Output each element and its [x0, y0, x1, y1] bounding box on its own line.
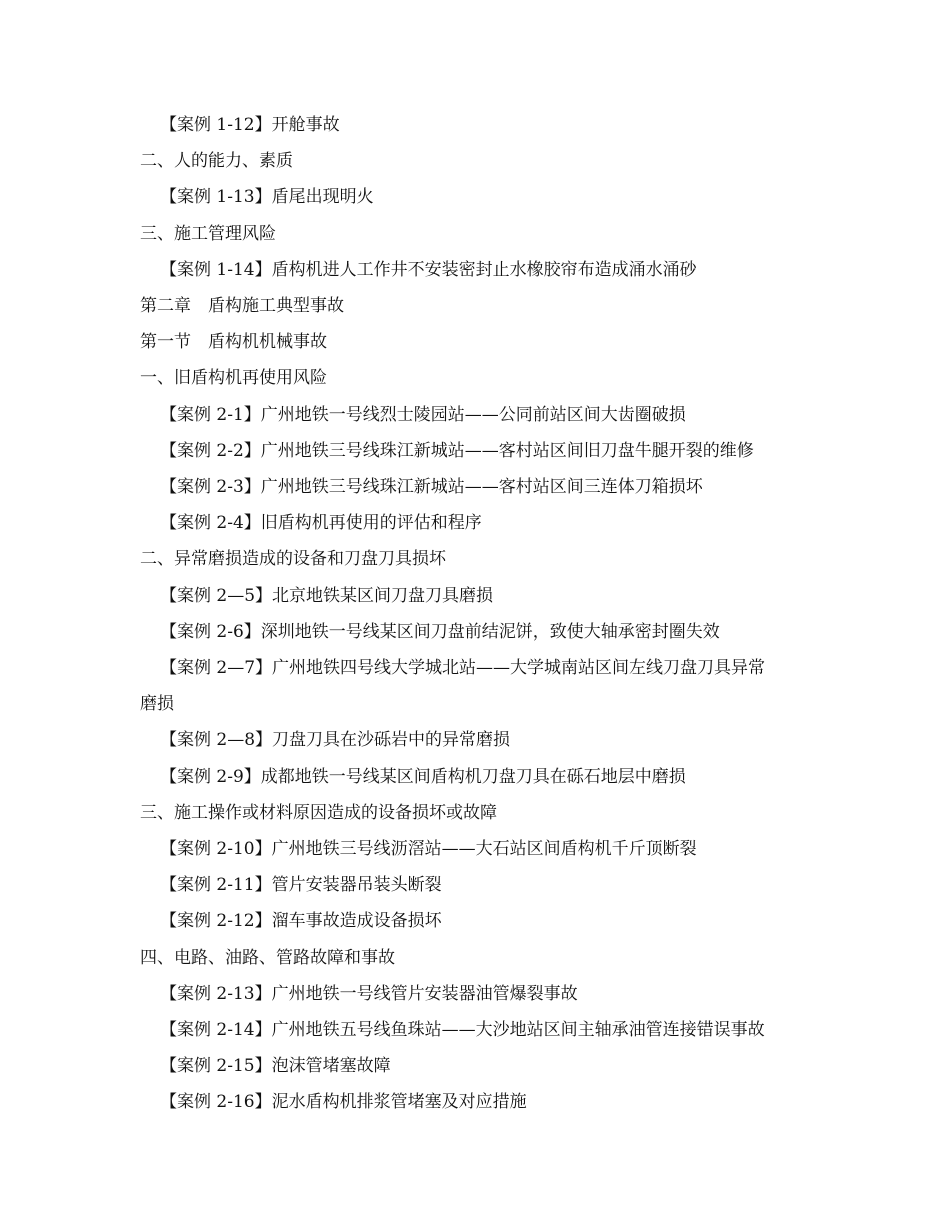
toc-entry-case-2-10: 【案例 2-10】广州地铁三号线沥滘站——大石站区间盾构机千斤顶断裂 — [160, 839, 697, 860]
toc-section-old-shield-reuse-risk: 一、旧盾构机再使用风险 — [140, 368, 327, 389]
toc-entry-case-1-13: 【案例 1-13】盾尾出现明火 — [160, 187, 374, 208]
toc-entry-case-2-8: 【案例 2—8】刀盘刀具在沙砾岩中的异常磨损 — [160, 730, 511, 751]
toc-entry-case-2-14: 【案例 2-14】广州地铁五号线鱼珠站——大沙地站区间主轴承油管连接错误事故 — [160, 1020, 765, 1041]
toc-entry-case-2-6: 【案例 2-6】深圳地铁一号线某区间刀盘前结泥饼，致使大轴承密封圈失效 — [160, 621, 720, 642]
toc-section-circuit-oil-pipe-failure: 四、电路、油路、管路故障和事故 — [140, 947, 395, 968]
toc-entry-case-2-3: 【案例 2-3】广州地铁三号线珠江新城站——客村站区间三连体刀箱损坏 — [160, 477, 703, 498]
toc-section-operation-material-failure: 三、施工操作或材料原因造成的设备损坏或故障 — [140, 802, 497, 823]
toc-document — [140, 107, 830, 1121]
toc-entry-case-2-7: 【案例 2—7】广州地铁四号线大学城北站——大学城南站区间左线刀盘刀具异常 — [160, 658, 766, 679]
toc-entry-case-2-9: 【案例 2-9】成都地铁一号线某区间盾构机刀盘刀具在砾石地层中磨损 — [160, 766, 686, 787]
toc-entry-case-2-1: 【案例 2-1】广州地铁一号线烈士陵园站——公同前站区间大齿圈破损 — [160, 404, 686, 425]
toc-section-human-ability: 二、人的能力、素质 — [140, 151, 293, 172]
toc-section-construction-management-risk: 三、施工管理风险 — [140, 223, 276, 244]
toc-chapter-2: 第二章 盾构施工典型事故 — [140, 296, 344, 317]
toc-entry-case-2-13: 【案例 2-13】广州地铁一号线管片安装器油管爆裂事故 — [160, 983, 578, 1004]
toc-entry-case-2-16: 【案例 2-16】泥水盾构机排浆管堵塞及对应措施 — [160, 1092, 527, 1113]
toc-entry-case-2-2: 【案例 2-2】广州地铁三号线珠江新城站——客村站区间旧刀盘牛腿开裂的维修 — [160, 440, 754, 461]
toc-entry-case-2-7-continuation: 磨损 — [140, 694, 174, 715]
toc-entry-case-2-12: 【案例 2-12】溜车事故造成设备损坏 — [160, 911, 442, 932]
toc-entry-case-2-4: 【案例 2-4】旧盾构机再使用的评估和程序 — [160, 513, 482, 534]
toc-chapter-2-section-1: 第一节 盾构机机械事故 — [140, 332, 327, 353]
toc-entry-case-1-14: 【案例 1-14】盾构机进人工作井不安装密封止水橡胶帘布造成涌水涌砂 — [160, 259, 697, 280]
toc-entry-case-2-15: 【案例 2-15】泡沫管堵塞故障 — [160, 1056, 391, 1077]
toc-section-abnormal-wear: 二、异常磨损造成的设备和刀盘刀具损坏 — [140, 549, 446, 570]
toc-entry-case-2-11: 【案例 2-11】管片安装器吊装头断裂 — [160, 875, 442, 896]
toc-entry-case-2-5: 【案例 2—5】北京地铁某区间刀盘刀具磨损 — [160, 585, 494, 606]
toc-entry-case-1-12: 【案例 1-12】开舱事故 — [160, 115, 340, 135]
